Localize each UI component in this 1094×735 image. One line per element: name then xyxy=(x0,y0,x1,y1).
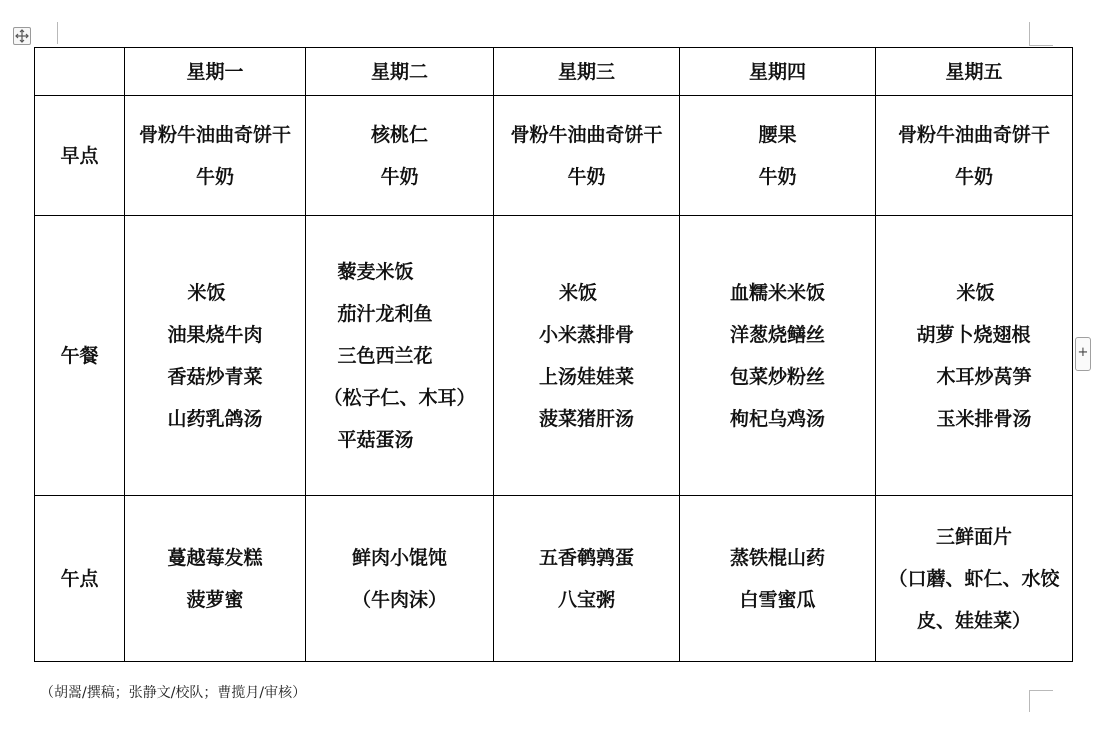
menu-item: 牛奶 xyxy=(195,165,234,188)
menu-cell xyxy=(680,96,876,216)
menu-cell xyxy=(680,496,876,662)
menu-item: 平菇蛋汤 xyxy=(337,428,414,451)
menu-item: 鲜肉小馄饨 xyxy=(351,546,447,569)
header-cell-fri: 星期五 xyxy=(876,48,1073,96)
menu-item: 三鲜面片 xyxy=(935,525,1012,548)
table-row xyxy=(35,216,1073,496)
menu-item: 洋葱烧鳝丝 xyxy=(729,323,825,346)
menu-cell xyxy=(494,216,680,496)
menu-item: 牛奶 xyxy=(758,165,797,188)
menu-item: 米饭 xyxy=(187,281,226,304)
menu-item: 枸杞乌鸡汤 xyxy=(729,407,825,430)
header-cell-tue: 星期二 xyxy=(306,48,494,96)
menu-item: 藜麦米饭 xyxy=(337,260,414,283)
corner-cell xyxy=(35,48,125,96)
menu-cell xyxy=(125,96,306,216)
menu-cell xyxy=(876,96,1073,216)
menu-item: 玉米排骨汤 xyxy=(936,407,1032,430)
menu-item: 米饭 xyxy=(558,281,597,304)
credits-caption: （胡翯/撰稿；张静文/校队；曹揽月/审核） xyxy=(40,685,307,701)
header-cell-wed: 星期三 xyxy=(494,48,680,96)
menu-cell xyxy=(125,496,306,662)
header-cell-mon: 星期一 xyxy=(125,48,306,96)
move-arrows-icon xyxy=(14,28,30,44)
menu-item: 皮、娃娃菜） xyxy=(916,609,1031,632)
menu-item: 茄汁龙利鱼 xyxy=(337,302,433,325)
menu-item: 木耳炒莴笋 xyxy=(936,365,1032,388)
menu-cell xyxy=(125,216,306,496)
menu-item: 蒸铁棍山药 xyxy=(729,546,825,569)
menu-item: 米饭 xyxy=(956,281,995,304)
row-label-lunch: 午餐 xyxy=(35,216,125,496)
row-label-snack: 午点 xyxy=(35,496,125,662)
menu-item: 牛奶 xyxy=(567,165,606,188)
menu-item: 牛奶 xyxy=(954,165,993,188)
row-label-breakfast: 早点 xyxy=(35,96,125,216)
menu-item: 小米蒸排骨 xyxy=(538,323,634,346)
menu-item: 八宝粥 xyxy=(557,588,615,611)
plus-icon: + xyxy=(1077,345,1089,360)
menu-item: 白雪蜜瓜 xyxy=(739,588,816,611)
table-row xyxy=(35,96,1073,216)
add-column-button[interactable] xyxy=(1075,337,1091,371)
menu-cell xyxy=(680,216,876,496)
menu-cell xyxy=(494,496,680,662)
menu-table xyxy=(34,47,1073,662)
menu-item: 腰果 xyxy=(758,123,797,146)
menu-cell xyxy=(306,96,494,216)
page-corner-mark xyxy=(1029,690,1053,712)
menu-cell xyxy=(876,496,1073,662)
menu-item: （口蘑、虾仁、水饺 xyxy=(888,567,1060,590)
header-row xyxy=(35,48,1073,96)
menu-item: 骨粉牛油曲奇饼干 xyxy=(510,123,663,146)
page-corner-mark xyxy=(1029,22,1053,46)
menu-item: 山药乳鸽汤 xyxy=(167,407,263,430)
menu-item: 骨粉牛油曲奇饼干 xyxy=(138,123,291,146)
header-cell-thu: 星期四 xyxy=(680,48,876,96)
menu-item: 胡萝卜烧翅根 xyxy=(916,323,1031,346)
menu-item: 血糯米米饭 xyxy=(729,281,825,304)
menu-cell xyxy=(306,496,494,662)
menu-cell xyxy=(306,216,494,496)
menu-item: （牛肉沫） xyxy=(351,588,447,611)
menu-item: 五香鹌鹑蛋 xyxy=(538,546,634,569)
menu-item: 油果烧牛肉 xyxy=(167,323,263,346)
menu-item: 菠菜猪肝汤 xyxy=(538,407,634,430)
menu-item: 核桃仁 xyxy=(370,123,428,146)
menu-item: （松子仁、木耳） xyxy=(323,386,476,409)
menu-item: 蔓越莓发糕 xyxy=(167,546,263,569)
page-corner-mark xyxy=(34,22,58,44)
menu-item: 香菇炒青菜 xyxy=(167,365,263,388)
menu-item: 三色西兰花 xyxy=(337,344,433,367)
menu-item: 菠萝蜜 xyxy=(186,588,244,611)
menu-item: 牛奶 xyxy=(380,165,419,188)
menu-item: 包菜炒粉丝 xyxy=(729,365,825,388)
menu-cell xyxy=(494,96,680,216)
menu-cell xyxy=(876,216,1073,496)
menu-item: 骨粉牛油曲奇饼干 xyxy=(897,123,1050,146)
table-row xyxy=(35,496,1073,662)
menu-item: 上汤娃娃菜 xyxy=(538,365,634,388)
table-move-icon[interactable] xyxy=(13,27,31,45)
